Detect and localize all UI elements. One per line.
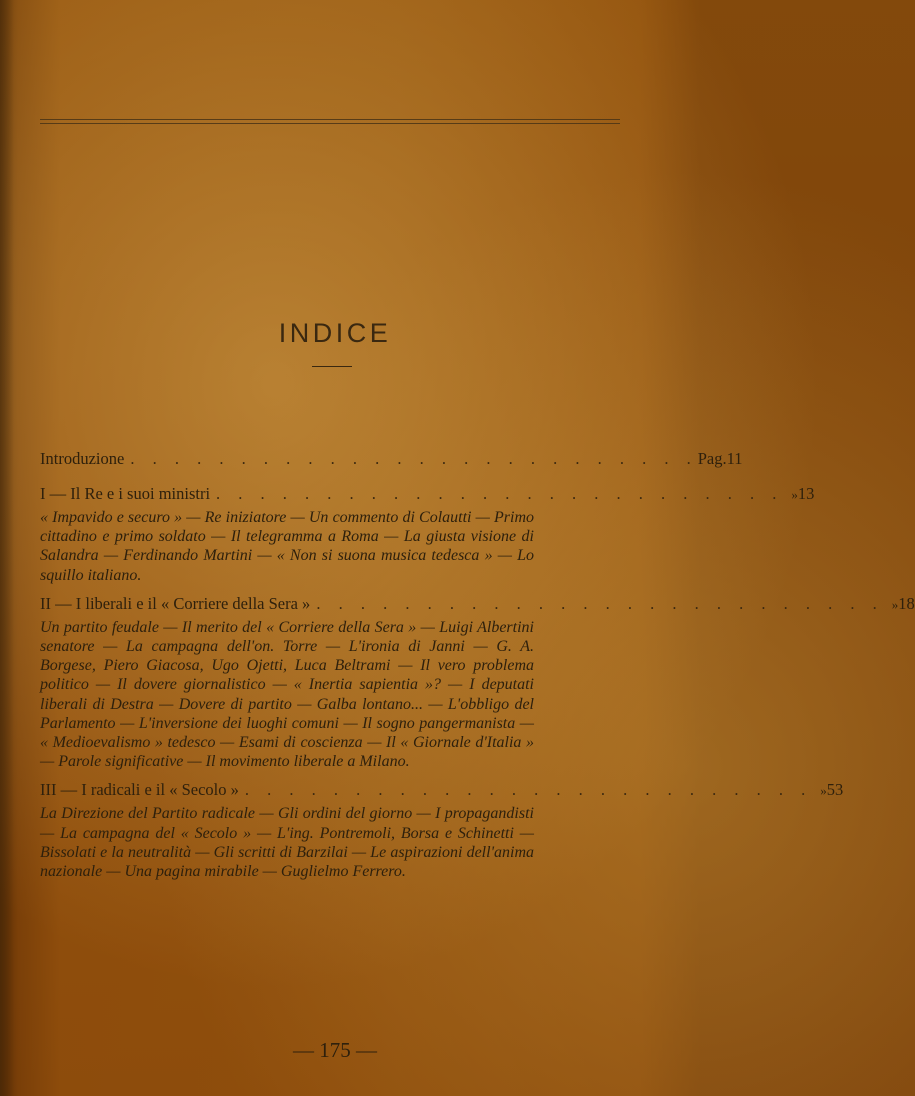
toc-entry-introduzione	[40, 449, 743, 475]
toc-entry-chapter-1	[40, 484, 815, 585]
ditto-mark: »	[820, 783, 827, 799]
page-number: 53	[826, 780, 844, 800]
ditto-mark: »	[891, 596, 899, 612]
page-label: Pag.	[697, 449, 727, 468]
table-of-contents	[40, 449, 915, 890]
leader-dots: . . . . . . . . . . . . . . . . . . . . . . . . . .	[130, 449, 698, 468]
page-number: 18	[898, 593, 915, 613]
toc-entry-chapter-2	[40, 593, 915, 772]
toc-entry-line	[40, 780, 844, 806]
toc-entry-line	[40, 484, 815, 510]
chapter-summary: Un partito feudale — Il merito del « Corriere della Sera » — Luigi Albertini senatore — La campagna dell'on. Torre — L'ironia di Janni — G. A. Borgese, Piero Giacosa, Ugo Ojetti, Luca Beltrami — Il vero problema politico — Il dovere giornalistico — « Inertia sapientia »? — I deputati liberali di Destra — Dovere di partito — Galba lontano... — L'obbligo del Parlamento — L'inversione dei luoghi comuni — Il sogno pangermanista — « Medioevalismo » tedesco — Esami di coscienza — Il « Giornale d'Italia » — Parole significative — Il movimento liberale a Milano.	[40, 618, 534, 771]
title-underline	[312, 366, 352, 367]
page-number: 13	[797, 484, 815, 503]
chapter-summary: « Impavido e securo » — Re iniziatore — Un commento di Colautti — Primo cittadino e primo soldato — Il telegramma a Roma — La giusta visione di Salandra — Ferdinando Martini — « Non si suona musica tedesca » — Lo squillo italiano.	[40, 509, 534, 584]
top-rule	[40, 119, 620, 124]
toc-entry-title: Introduzione	[40, 449, 125, 468]
leader-dots: . . . . . . . . . . . . . . . . . . . . . . . . . .	[244, 780, 813, 800]
toc-entry-title: I — Il Re e i suoi ministri	[40, 484, 211, 503]
leader-dots: . . . . . . . . . . . . . . . . . . . . . . . . . .	[216, 484, 784, 503]
leader-dots: . . . . . . . . . . . . . . . . . . . . . . . . . .	[316, 593, 884, 613]
toc-entry-title: II — I liberali e il « Corriere della Sera »	[40, 593, 311, 613]
toc-entry-line	[40, 449, 743, 475]
toc-entry-line	[40, 593, 915, 620]
book-spine-shadow	[0, 0, 14, 1096]
toc-entry-title: III — I radicali e il « Secolo »	[40, 780, 239, 800]
toc-entry-chapter-3	[40, 780, 844, 881]
page-number-footer: — 175 —	[293, 1038, 377, 1062]
ditto-mark: »	[791, 487, 798, 502]
chapter-summary: La Direzione del Partito radicale — Gli ordini del giorno — I propagandisti — La campagna del « Secolo » — L'ing. Pontremoli, Borsa e Schinetti — Bissolati e la neutralità — Gli scritti di Barzilai — Le aspirazioni dell'anima nazionale — Una pagina mirabile — Guglielmo Ferrero.	[40, 805, 534, 881]
page-number: 11	[726, 449, 743, 468]
page-title: INDICE	[278, 318, 392, 348]
